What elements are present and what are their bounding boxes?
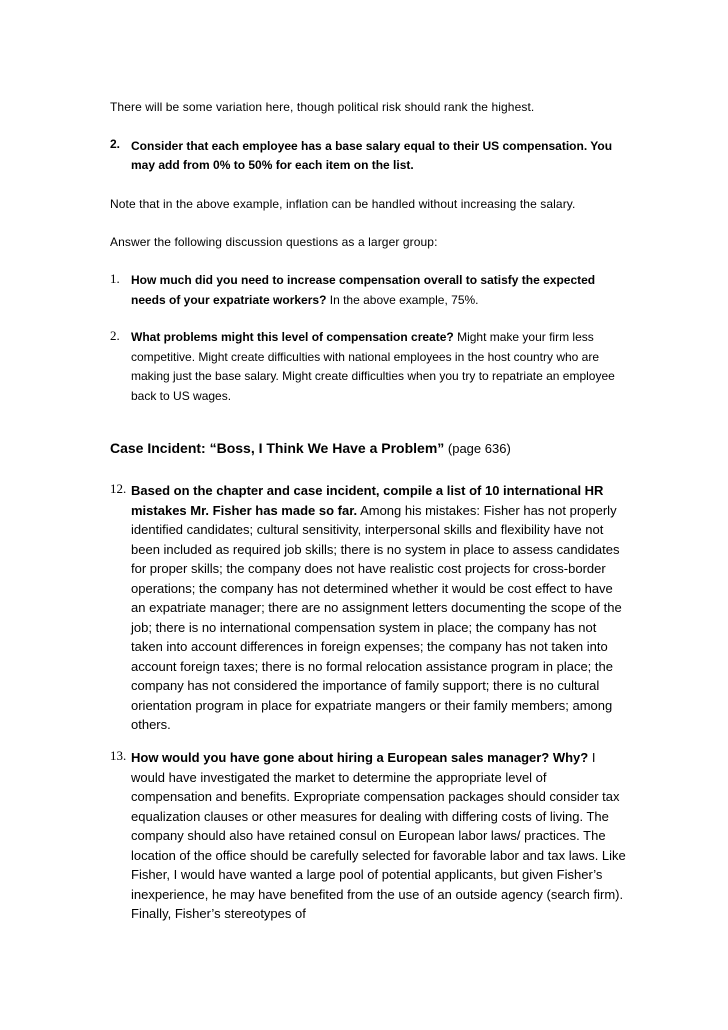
discussion-answer-text: In the above example, 75%. [326,292,479,307]
case-incident-title: Case Incident: “Boss, I Think We Have a Problem” [110,440,445,456]
discussion-number: 1. [110,271,120,286]
discussion-intro: Answer the following discussion questions as a larger group: [110,235,438,249]
step-2-item [110,137,630,175]
case-question-13 [110,748,630,924]
discussion-question-text: How much did you need to increase compensation overall to satisfy the expected needs of your expatriate workers? [131,273,596,307]
case-question-text: Based on the chapter and case incident, compile a list of 10 international HR mistakes Mr. Fisher has made so far. [131,483,604,518]
case-incident-heading [110,440,511,456]
step-2-number: 2. [110,137,121,151]
step-2-text: Consider that each employee has a base salary equal to their US compensation. You may add from 0% to 50% for each item on the list. [131,139,613,172]
case-answer-text: I would have investigated the market to determine the appropriate level of compensation and benefits. Expropriate compensation packages should consider tax equalization clauses or other measures for dealing with differing costs of living. The company should also have retained consul on European labor laws/ practices. The location of the office should be carefully selected for favorable labor and tax laws. Like Fisher, I would have wanted a large pool of potential applicants, but given Fisher’s inexperience, he may have benefited from the use of an outside agency (search firm). Finally, Fisher’s stereotypes of [131,750,626,921]
case-question-12 [110,481,630,735]
case-question-number: 13. [110,748,127,763]
case-question-number: 12. [110,481,127,496]
intro-paragraph: There will be some variation here, though political risk should rank the highest. [110,100,535,114]
case-question-body [131,748,630,924]
discussion-question-text: What problems might this level of compensation create? [131,330,454,344]
discussion-body [131,328,630,406]
discussion-question-2 [110,328,630,406]
discussion-number: 2. [110,328,120,343]
discussion-body [131,271,630,310]
discussion-answer-text: Might make your firm less competitive. Might create difficulties with national employees in the host country who are making just the base salary. Might create difficulties when you try to repatriate an employee back to US wages. [131,330,615,403]
case-question-body [131,481,630,735]
discussion-question-1 [110,271,630,310]
note-paragraph: Note that in the above example, inflation can be handled without increasing the salary. [110,197,576,211]
case-question-text: How would you have gone about hiring a European sales manager? Why? [131,750,589,765]
case-incident-page-ref: (page 636) [444,441,511,456]
case-answer-text: Among his mistakes: Fisher has not properly identified candidates; cultural sensitivity, interpersonal skills and flexibility have not been included as required job skills; there is no system in place to assess candidates for proper skills; the company does not have realistic cost projects for cross-border operations; the company has not determined whether it would be cost effect to have an expatriate manager; there are no assignment letters documenting the scope of the job; there is no international compensation system in place; the company has not taken into account differences in foreign expenses; the company has not taken into account foreign taxes; there is no formal relocation assistance program in place; the company has not considered the importance of family support; there is no cultural orientation program in place for expatriate mangers or their family members; among others. [131,502,622,732]
